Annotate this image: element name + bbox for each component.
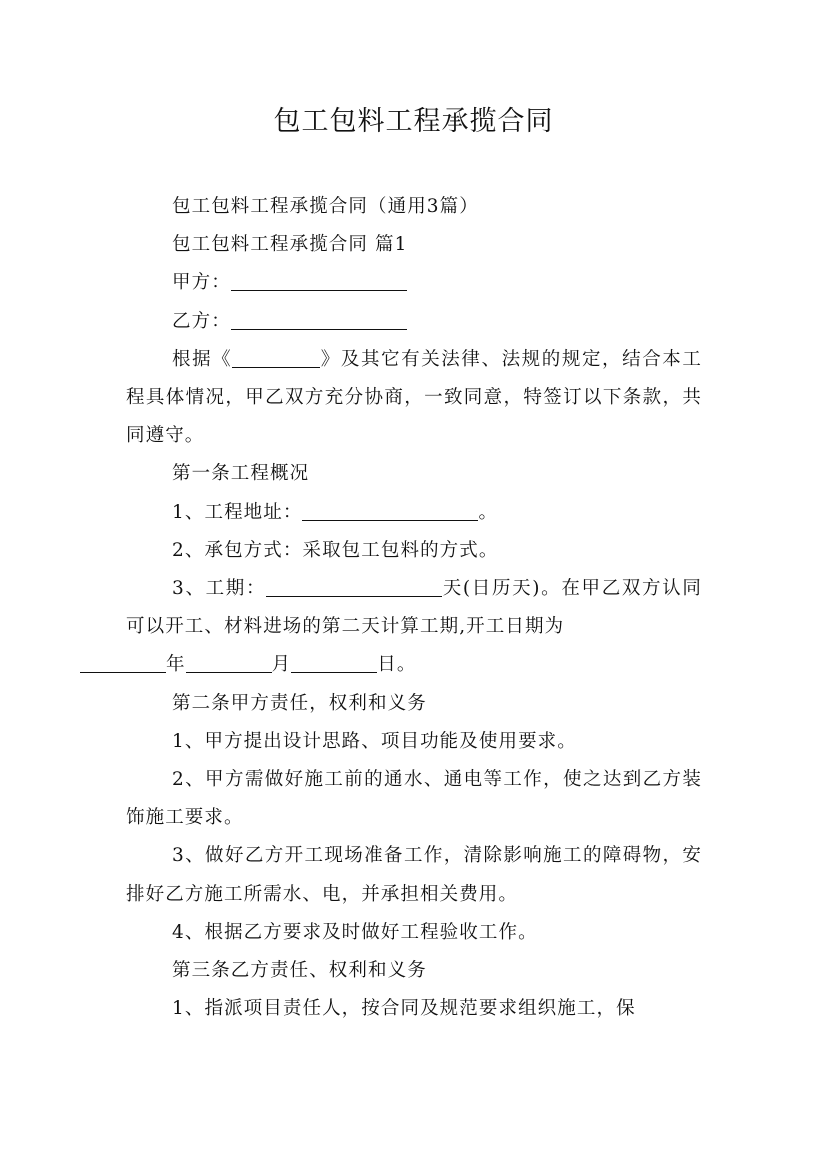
month-label: 月 (271, 654, 292, 676)
party-a-line (126, 264, 702, 302)
start-day-blank (291, 652, 377, 673)
start-year-blank (80, 652, 166, 673)
article3-item1: 1、指派项目责任人，按合同及规范要求组织施工，保 (172, 998, 636, 1020)
party-b-blank (231, 309, 407, 330)
article2-item3: 3、做好乙方开工现场准备工作，清除影响施工的障碍物，安排好乙方施工所需水、电，并承担相关费用。 (126, 845, 702, 905)
article1-item1 (126, 494, 702, 532)
party-a-blank (231, 270, 407, 291)
article2-item1: 1、甲方提出设计思路、项目功能及使用要求。 (172, 730, 577, 752)
article2-heading: 第二条甲方责任，权利和义务 (172, 692, 427, 714)
duration-blank (266, 576, 442, 597)
intro-paragraph (126, 341, 702, 456)
address-label: 1、工程地址： (172, 501, 303, 523)
article2-item2: 2、甲方需做好施工前的通水、通电等工作，使之达到乙方装饰施工要求。 (126, 769, 702, 829)
article2-item4: 4、根据乙方要求及时做好工程验收工作。 (172, 921, 538, 943)
party-b-line (126, 303, 702, 341)
article1-item2: 2、承包方式：采取包工包料的方式。 (172, 539, 499, 561)
article1-item3 (126, 570, 702, 685)
address-suffix: 。 (478, 501, 499, 523)
intro-prefix: 根据《 (172, 348, 233, 370)
party-b-label: 乙方： (172, 310, 231, 332)
subtitle: 包工包料工程承揽合同（通用3篇） (172, 196, 479, 217)
document-title: 包工包料工程承揽合同 (273, 106, 554, 137)
party-a-label: 甲方： (172, 272, 231, 294)
address-blank (302, 500, 478, 521)
duration-text: 天(日历天)。在甲乙双方认同可以开工、材料进场的第二天计算工期,开工日期为 (126, 578, 702, 638)
section-heading: 包工包料工程承揽合同 篇1 (172, 234, 408, 256)
article1-heading: 第一条工程概况 (172, 463, 310, 485)
duration-label: 3、工期： (172, 578, 267, 600)
start-month-blank (186, 652, 272, 673)
law-name-blank (232, 347, 320, 368)
day-label: 日。 (377, 654, 417, 676)
article3-heading: 第三条乙方责任、权利和义务 (172, 960, 427, 982)
year-label: 年 (166, 654, 186, 676)
intro-suffix: 》及其它有关法律、法规的规定，结合本工程具体情况，甲乙双方充分协商，一致同意，特签订以下条款，共同遵守。 (126, 348, 702, 447)
document-body (126, 188, 702, 1028)
